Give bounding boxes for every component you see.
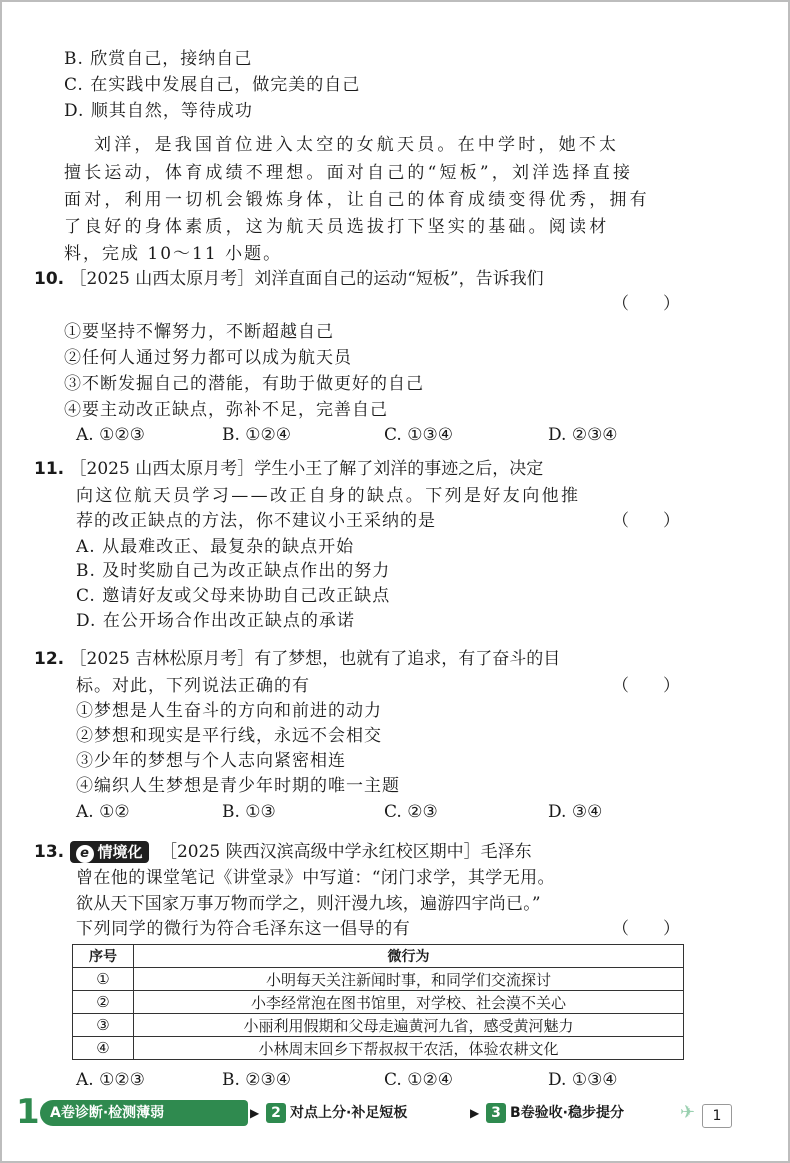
answer-blank[interactable]: （ ） bbox=[612, 919, 680, 939]
behavior-table bbox=[72, 944, 684, 1060]
question-stem: 标。对此，下列说法正确的有 bbox=[76, 676, 310, 696]
footer-bar bbox=[16, 1092, 732, 1132]
question-number: 10. bbox=[34, 269, 65, 289]
passage-line: 料，完成 10～11 小题。 bbox=[64, 244, 283, 264]
statement: ①要坚持不懈努力，不断超越自己 bbox=[64, 322, 334, 342]
table-header-row bbox=[73, 945, 684, 968]
question-stem: 曾在他的课堂笔记《讲堂录》中写道：“闭门求学，其学无用。 bbox=[76, 868, 555, 888]
table-cell: 小丽利用假期和父母走遍黄河九省，感受黄河魅力 bbox=[134, 1014, 684, 1037]
option-a[interactable]: A. ①② bbox=[76, 802, 130, 822]
table-cell: ④ bbox=[73, 1037, 134, 1060]
table-row bbox=[73, 1037, 684, 1060]
footer-segment-1: A卷诊断·检测薄弱 bbox=[50, 1105, 165, 1121]
question-13 bbox=[34, 840, 532, 864]
footer-segment-3-label: B卷验收·稳步提分 bbox=[510, 1105, 624, 1121]
option-c[interactable]: C. ①②④ bbox=[384, 1070, 453, 1090]
passage-line: 了良好的身体素质，这为航天员选拔打下坚实的基础。阅读材 bbox=[64, 217, 610, 237]
footer-segment-2 bbox=[266, 1102, 407, 1124]
statement: ③少年的梦想与个人志向紧密相连 bbox=[76, 751, 346, 771]
question-number: 12. bbox=[34, 649, 65, 669]
option-b[interactable]: B. ②③④ bbox=[222, 1070, 292, 1090]
answer-blank[interactable]: （ ） bbox=[612, 511, 680, 531]
page-number: 1 bbox=[702, 1104, 732, 1128]
option-a[interactable]: A. ①②③ bbox=[76, 425, 145, 445]
answer-blank[interactable]: （ ） bbox=[612, 676, 680, 696]
footer-segment-2-number: 2 bbox=[266, 1103, 286, 1123]
scenario-tag bbox=[70, 841, 149, 863]
question-stem: 下列同学的微行为符合毛泽东这一倡导的有 bbox=[76, 919, 411, 939]
table-cell: ② bbox=[73, 991, 134, 1014]
footer-big-number: 1 bbox=[16, 1092, 40, 1132]
question-stem: ［2025 山西太原月考］刘洋直面自己的运动“短板”，告诉我们 bbox=[69, 269, 544, 289]
table-cell: ① bbox=[73, 968, 134, 991]
footer-segment-3 bbox=[486, 1102, 624, 1124]
statement: ②梦想和现实是平行线，永远不会相交 bbox=[76, 726, 382, 746]
question-12 bbox=[34, 647, 560, 671]
question-11 bbox=[34, 457, 543, 481]
footer-segment-2-label: 对点上分·补足短板 bbox=[290, 1105, 408, 1121]
answer-blank[interactable]: （ ） bbox=[612, 294, 680, 314]
table-header: 微行为 bbox=[134, 945, 684, 968]
option-d[interactable]: D. ②③④ bbox=[548, 425, 618, 445]
passage-line: 面对，利用一切机会锻炼身体，让自己的体育成绩变得优秀，拥有 bbox=[64, 190, 650, 210]
statement: ①梦想是人生奋斗的方向和前进的动力 bbox=[76, 701, 382, 721]
question-stem: ［2025 吉林松原月考］有了梦想，也就有了追求，有了奋斗的目 bbox=[69, 649, 561, 669]
option-d[interactable]: D. ①③④ bbox=[548, 1070, 618, 1090]
arrow-right-icon: ▶ bbox=[250, 1106, 260, 1120]
table-cell: 小明每天关注新闻时事，和同学们交流探讨 bbox=[134, 968, 684, 991]
plane-decoration-icon: ✈ bbox=[680, 1102, 696, 1123]
table-header: 序号 bbox=[73, 945, 134, 968]
question-stem: 荐的改正缺点的方法，你不建议小王采纳的是 bbox=[76, 511, 436, 531]
question-number: 13. bbox=[34, 842, 65, 862]
statement: ②任何人通过努力都可以成为航天员 bbox=[64, 348, 352, 368]
question-10 bbox=[34, 267, 544, 291]
arrow-right-icon: ▶ bbox=[470, 1106, 480, 1120]
option-b[interactable]: B. 欣赏自己，接纳自己 bbox=[64, 49, 253, 69]
table-cell: 小李经常泡在图书馆里，对学校、社会漠不关心 bbox=[134, 991, 684, 1014]
passage-line: 刘洋，是我国首位进入太空的女航天员。在中学时，她不太 bbox=[94, 135, 620, 155]
question-stem: 向这位航天员学习——改正自身的缺点。下列是好友向他推 bbox=[76, 486, 581, 506]
scenario-tag-label: 情境化 bbox=[97, 843, 143, 861]
option-a[interactable]: A. 从最难改正、最复杂的缺点开始 bbox=[76, 537, 355, 557]
option-d[interactable]: D. ③④ bbox=[548, 802, 603, 822]
question-stem: 欲从天下国家万事万物而学之，则汗漫九垓，遍游四宇尚已。” bbox=[76, 894, 541, 914]
question-number: 11. bbox=[34, 459, 65, 479]
option-a[interactable]: A. ①②③ bbox=[76, 1070, 145, 1090]
table-row bbox=[73, 991, 684, 1014]
table-cell: ③ bbox=[73, 1014, 134, 1037]
option-c[interactable]: C. 邀请好友或父母来协助自己改正缺点 bbox=[76, 586, 391, 606]
option-c[interactable]: C. 在实践中发展自己，做完美的自己 bbox=[64, 75, 361, 95]
table-row bbox=[73, 968, 684, 991]
option-c[interactable]: C. ①③④ bbox=[384, 425, 453, 445]
statement: ④要主动改正缺点，弥补不足，完善自己 bbox=[64, 400, 388, 420]
statement: ③不断发掘自己的潜能，有助于做更好的自己 bbox=[64, 374, 424, 394]
table-cell: 小林周末回乡下帮叔叔干农活，体验农耕文化 bbox=[134, 1037, 684, 1060]
option-b[interactable]: B. ①②④ bbox=[222, 425, 292, 445]
option-c[interactable]: C. ②③ bbox=[384, 802, 438, 822]
e-icon: e bbox=[76, 845, 94, 863]
option-b[interactable]: B. 及时奖励自己为改正缺点作出的努力 bbox=[76, 561, 391, 581]
passage-line: 擅长运动，体育成绩不理想。面对自己的“短板”，刘洋选择直接 bbox=[64, 163, 634, 183]
option-d[interactable]: D. 在公开场合作出改正缺点的承诺 bbox=[76, 611, 355, 631]
option-d[interactable]: D. 顺其自然，等待成功 bbox=[64, 101, 253, 121]
statement: ④编织人生梦想是青少年时期的唯一主题 bbox=[76, 776, 400, 796]
footer-segment-3-number: 3 bbox=[486, 1103, 506, 1123]
table-row bbox=[73, 1014, 684, 1037]
question-stem: ［2025 陕西汉滨高级中学永红校区期中］毛泽东 bbox=[159, 842, 532, 862]
option-b[interactable]: B. ①③ bbox=[222, 802, 276, 822]
question-stem: ［2025 山西太原月考］学生小王了解了刘洋的事迹之后，决定 bbox=[69, 459, 544, 479]
